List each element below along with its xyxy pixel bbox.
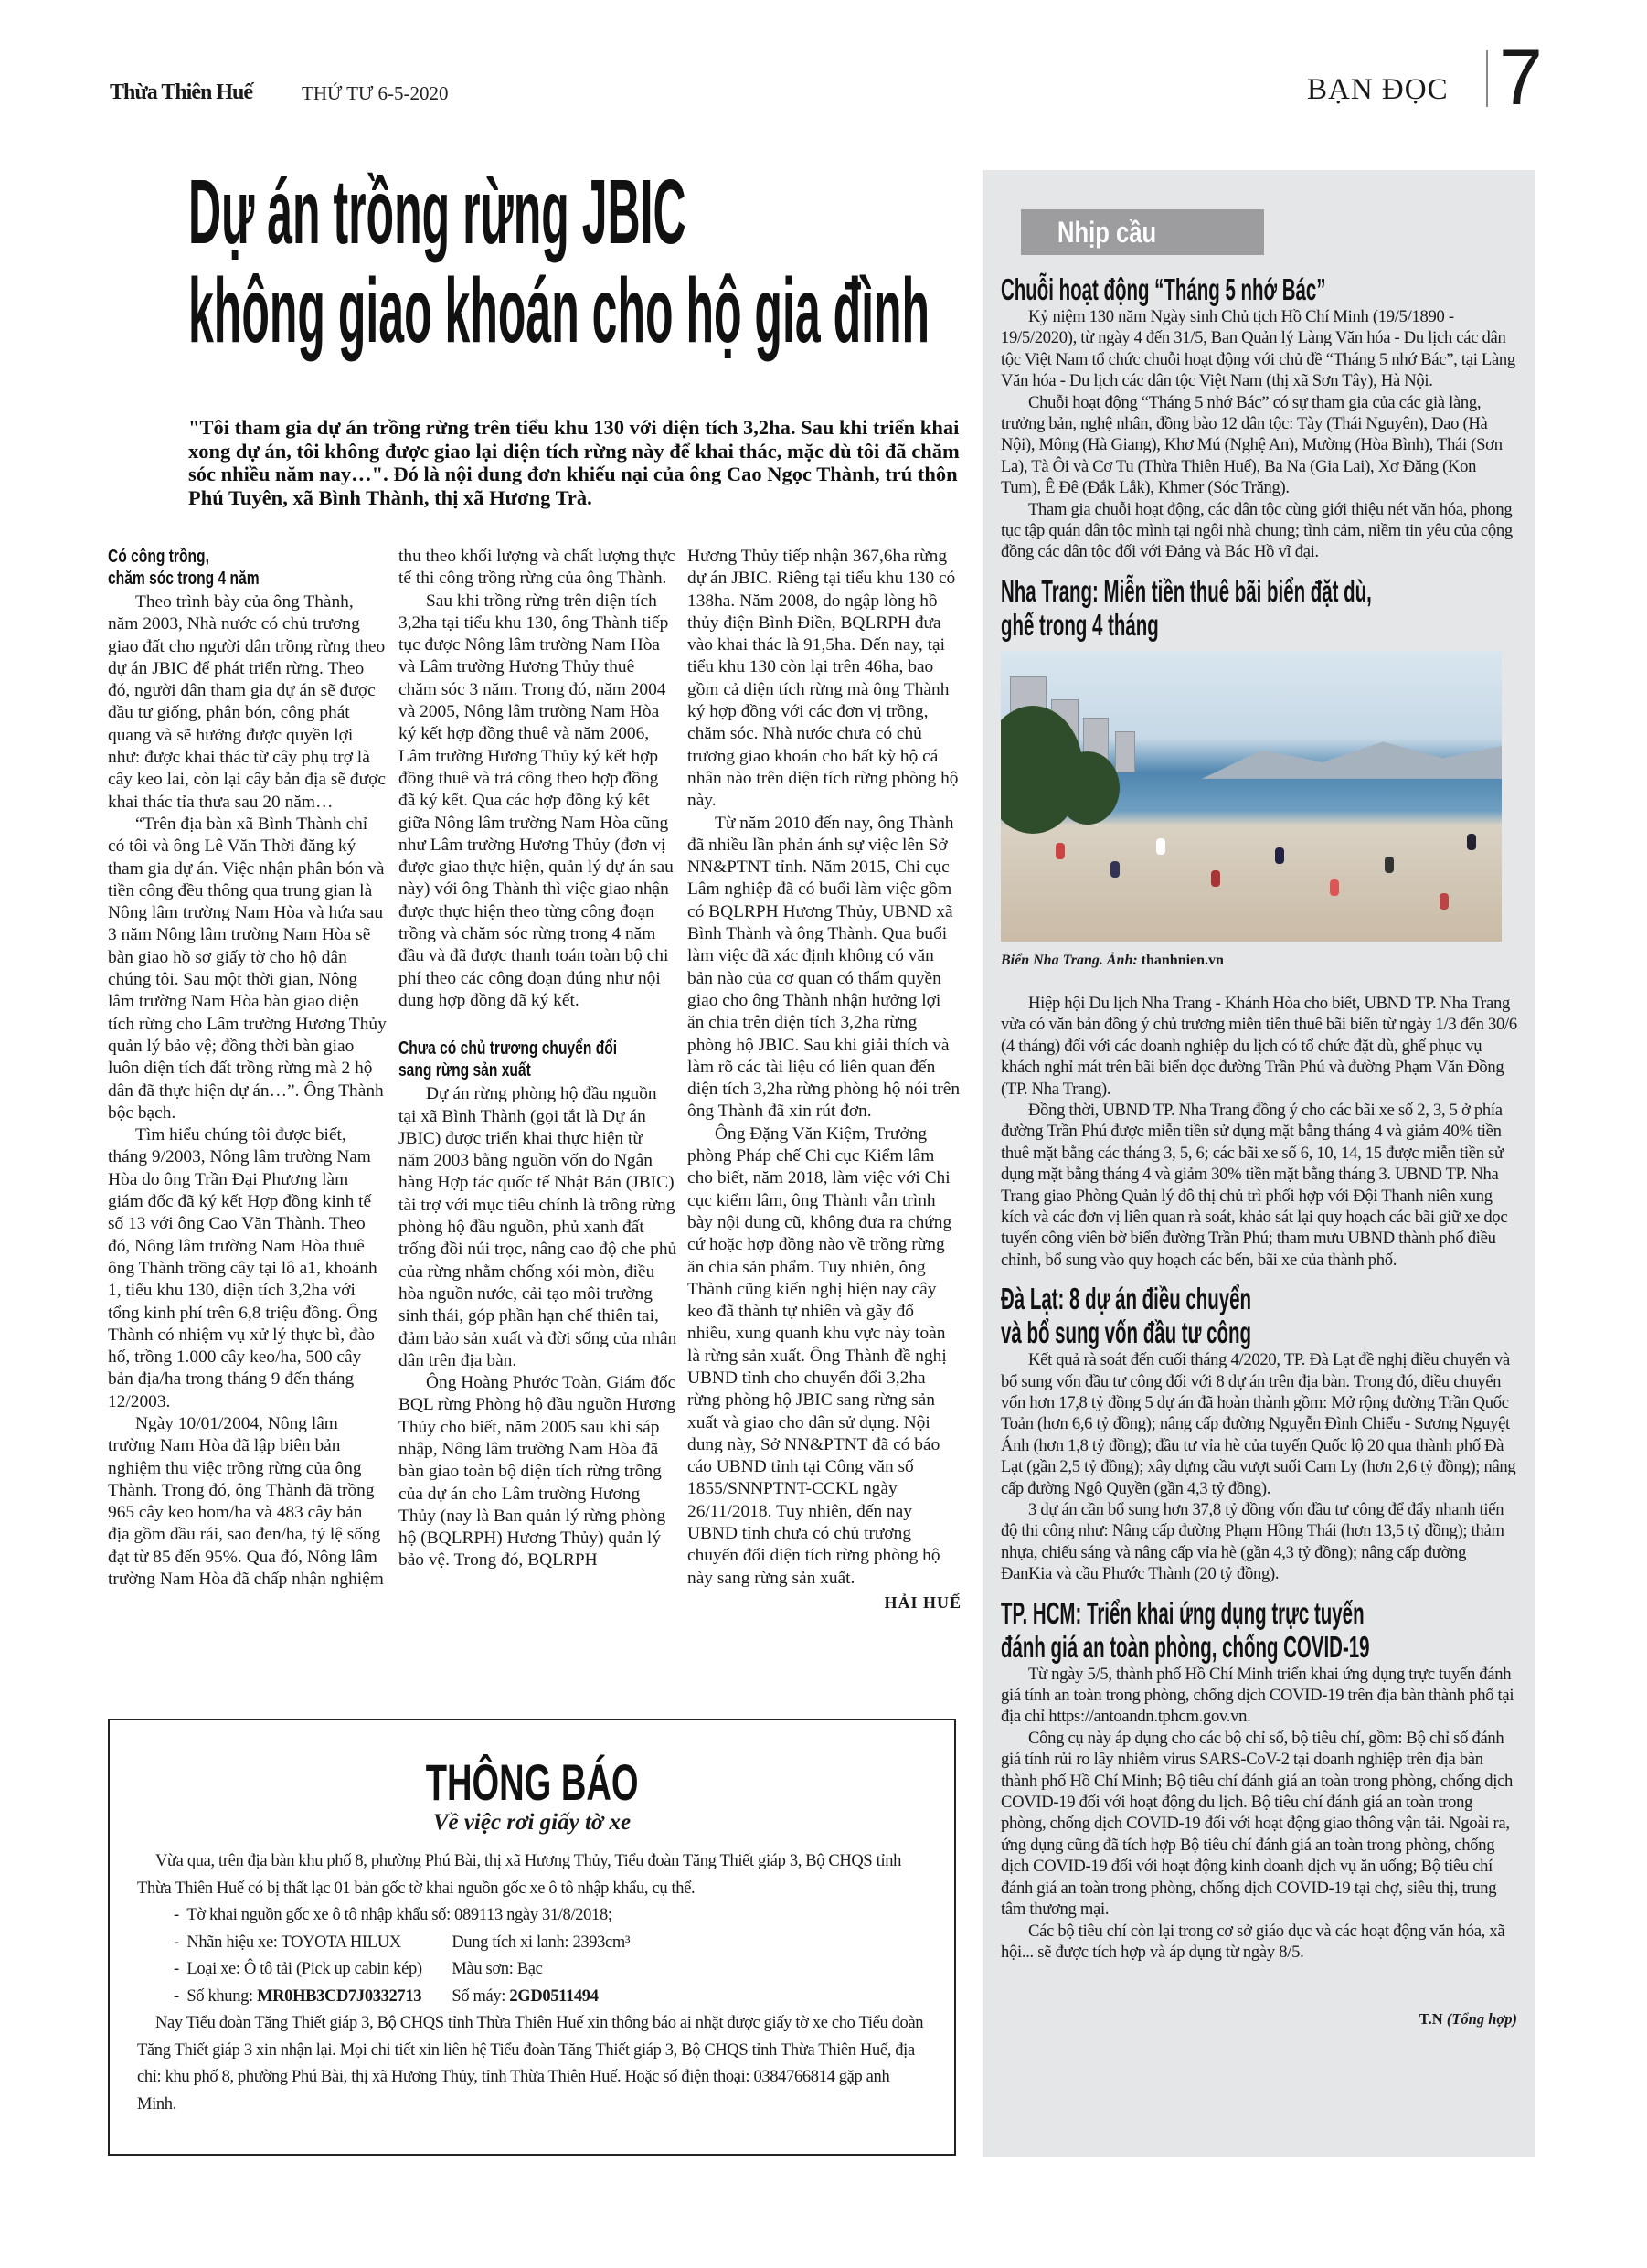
headline-line: Dự án trồng rừng JBIC bbox=[188, 161, 686, 263]
article-column-2 bbox=[398, 546, 677, 1572]
paragraph: Tham gia chuỗi hoạt động, các dân tộc cùng giới thiệu nét văn hóa, phong tục tập quán dân tộc mình tại ngôi nhà chung; tình cảm, niềm tin yêu của cộng đồng các dân tộc đối với Đảng và Bác Hồ vĩ đại. bbox=[1001, 499, 1513, 562]
engine-capacity: Dung tích xi lanh: 2393cm³ bbox=[452, 1933, 631, 1952]
paragraph: thu theo khối lượng và chất lượng thực tế thi công trồng rừng của ông Thành. bbox=[398, 547, 675, 589]
vehicle-brand: Nhãn hiệu xe: TOYOTA HILUX bbox=[186, 1933, 401, 1952]
chassis-number: MR0HB3CD7J0332713 bbox=[257, 1986, 422, 2006]
paragraph: Công cụ này áp dụng cho các bộ chỉ số, bộ tiêu chí, gồm: Bộ chỉ số đánh giá tính rủi ro lây nhiễm virus SARS-CoV-2 tại doanh nghiệp trên địa bàn thành phố Hồ Chí Minh; Bộ tiêu chí đánh giá an toàn trong phòng, chống dịch COVID-19 đối với hoạt động du lịch. Bộ tiêu chí đánh giá an toàn trong phòng, chống dịch COVID-19 đối với hoạt động giao thông vận tải. Ngoài ra, ứng dụng cũng đã tích hợp Bộ tiêu chí đánh giá an toàn trong phòng, chống dịch COVID-19 đối với hoạt động kinh doanh dịch vụ ăn uống; Bộ tiêu chí đánh giá an toàn trong phòng, chống dịch COVID-19 tại chợ, siêu thị, trung tâm thương mại. bbox=[1001, 1728, 1514, 1920]
article-lead: "Tôi tham gia dự án trồng rừng trên tiểu khu 130 với diện tích 3,2ha. Sau khi triển khai xong dự án, tôi không được giao lại diện tích rừng này để khai thác, mặc dù tôi đã chăm sóc nhiều năm nay…". Đó là nội dung đơn khiếu nại của ông Cao Ngọc Thành, trú thôn Phú Tuyên, xã Bình Thành, thị xã Hương Trà. bbox=[188, 416, 960, 509]
header-divider bbox=[1486, 50, 1488, 107]
news-heading bbox=[1001, 272, 1517, 306]
paragraph: Từ ngày 5/5, thành phố Hồ Chí Minh triển khai ứng dụng trực tuyến đánh giá tính an toàn trong phòng, chống dịch COVID-19 trên địa bàn thành phố tại địa chỉ https://antoandn.tphcm.gov.vn. bbox=[1001, 1664, 1514, 1727]
caption-text: Biển Nha Trang. Ảnh: bbox=[1001, 952, 1138, 968]
paragraph: Hương Thủy tiếp nhận 367,6ha rừng dự án JBIC. Riêng tại tiểu khu 130 có 138ha. Năm 2008, do ngập lòng hồ thủy điện Bình Điền, BQLRPH đưa vào khai thác là 91,5ha. Đến nay, tại tiểu khu 130 còn lại trên 46ha, bao gồm cả diện tích rừng mà ông Thành ký hợp đồng với các đơn vị trồng, chăm sóc. Nhà nước chưa có chủ trương giao khoán cho bất kỳ hộ cá nhân nào trên diện tích rừng phòng hộ này. bbox=[687, 547, 959, 811]
subheading-line: Chưa có chủ trương chuyển đổi bbox=[398, 1038, 618, 1059]
notice-closing: Nay Tiểu đoàn Tăng Thiết giáp 3, Bộ CHQS tỉnh Thừa Thiên Huế xin thông báo ai nhặt được giấy tờ xe cho Tiểu đoàn Tăng Thiết giáp 3 xin nhận lại. Mọi chi tiết xin liên hệ Tiểu đoàn Tăng Thiết giáp 3, Bộ CHQS tỉnh Thừa Thiên Huế, địa chỉ: khu phố 8, phường Phú Bài, thị xã Hương Thủy, tỉnh Thừa Thiên Huế. Hoặc số điện thoại: 0384766814 gặp anh Minh. bbox=[137, 2014, 924, 2114]
chassis-label: Số khung: bbox=[186, 1986, 253, 2006]
photo-caption bbox=[1001, 953, 1517, 969]
author-byline: HẢI HUẾ bbox=[884, 1592, 962, 1612]
paragraph: Kỷ niệm 130 năm Ngày sinh Chủ tịch Hồ Chí Minh (19/5/1890 - 19/5/2020), từ ngày 4 đến 31/5, Ban Quản lý Làng Văn hóa - Du lịch các dân tộc Việt Nam tổ chức chuỗi hoạt động với chủ đề “Tháng 5 nhớ Bác”, tại Làng Văn hóa - Du lịch các dân tộc Việt Nam (thị xã Sơn Tây), Hà Nội. bbox=[1001, 307, 1515, 391]
news-heading bbox=[1001, 1596, 1517, 1664]
paragraph: Chuỗi hoạt động “Tháng 5 nhớ Bác” có sự tham gia của các già làng, trưởng bản, nghệ nhân, đồng bào 12 dân tộc: Tày (Thái Nguyên), Dao (Hà Nội), Mông (Hà Giang), Khơ Mú (Nghệ An), Mường (Hòa Bình), Thái (Sơn La), Tà Ôi và Cơ Tu (Thừa Thiên Huế), Ba Na (Gia Lai), Xơ Đăng (Kon Tum), Ê Đê (Đắk Lắk), Khmer (Sóc Trăng). bbox=[1001, 392, 1503, 498]
heading-text: ghế trong 4 tháng bbox=[1001, 607, 1159, 642]
heading-text: Đà Lạt: 8 dự án điều chuyển bbox=[1001, 1282, 1252, 1316]
notice-item: - Tờ khai nguồn gốc xe ô tô nhập khẩu số: 089113 ngày 31/8/2018; bbox=[174, 1906, 612, 1924]
paragraph: Ông Đặng Văn Kiệm, Trưởng phòng Pháp chế Chi cục Kiểm lâm cho biết, năm 2018, làm việc với Chi cục kiểm lâm, ông Thành vẫn trình bày nội dung cũ, không đưa ra chứng cứ hoặc hợp đồng nào về trồng rừng ăn chia sản phẩm. Tuy nhiên, ông Thành cũng kiến nghị hiện nay cây keo đã thành tự nhiên và gãy đổ nhiều, xung quanh khu vực này toàn là rừng sản xuất. Ông Thành đề nghị UBND tỉnh cho chuyển đổi 3,2ha rừng phòng hộ JBIC sang rừng sản xuất và giao cho dân sử dụng. Nội dung này, Sở NN&PTNT đã có báo cáo UBND tỉnh tại Công văn số 1855/SNNPTNT-CCKL ngày 26/11/2018. Tuy nhiên, đến nay UBND tỉnh chưa có chủ trương chuyển đổi diện tích rừng phòng hộ này sang rừng sản xuất. bbox=[687, 1123, 952, 1588]
section-name: BẠN ĐỌC bbox=[1307, 73, 1449, 106]
paragraph: Tìm hiểu chúng tôi được biết, tháng 9/2003, Nông lâm trường Nam Hòa do ông Trần Đại Phương làm giám đốc đã ký kết Hợp đồng kinh tế số 13 với ông Cao Văn Thành. Theo đó, Nông lâm trường Nam Hòa thuê ông Thành trồng cây tại lô a1, khoảnh 1, tiểu khu 130, diện tích 3,2ha với tổng kinh phí trên 6,8 triệu đồng. Ông Thành có nhiệm vụ xử lý thực bì, đào hố, trồng 1.000 cây keo/ha, 500 cây bản địa/ha trong tháng 9 đến tháng 12/2003. bbox=[108, 1125, 377, 1411]
subheading bbox=[108, 546, 387, 590]
paragraph: Theo trình bày của ông Thành, năm 2003, Nhà nước có chủ trương giao đất cho người dân trồng rừng theo dự án JBIC để phát triển rừng. Theo đó, người dân tham gia dự án sẽ được đầu tư giống, phân bón, công phát quang và sẽ hưởng được quyền lợi như: được khai thác từ cây phụ trợ là cây keo lai, còn lại cây bản địa sẽ được khai thác tỉa thưa sau 20 năm… bbox=[108, 592, 386, 812]
news-heading bbox=[1001, 574, 1517, 642]
newspaper-name: Thừa Thiên Huế bbox=[110, 80, 253, 104]
heading-text: Nha Trang: Miễn tiền thuê bãi biển đặt dù, bbox=[1001, 573, 1372, 608]
signature-note: (Tổng hợp) bbox=[1446, 2010, 1517, 2028]
page-number: 7 bbox=[1499, 34, 1543, 122]
notice-title-text: THÔNG BÁO bbox=[425, 1753, 639, 1811]
notice-item: - Số khung: MR0HB3CD7J0332713 Số máy: 2GD0511494 bbox=[174, 1986, 599, 2006]
paragraph: Từ năm 2010 đến nay, ông Thành đã nhiều lần phản ánh sự việc lên Sở NN&PTNT tỉnh. Năm 2015, Chi cục Lâm nghiệp đã có buổi làm việc gồm có BQLRPH Hương Thủy, UBND xã Bình Thành và ông Thành. Qua buổi làm việc đã xác định không có văn bản nào của cơ quan có thẩm quyền giao cho ông Thành nhận hưởng lợi ăn chia trên diện tích 3,2ha rừng phòng hộ JBIC. Sau khi giải thích và làm rõ các tài liệu có liên quan đến diện tích 3,2ha rừng phòng hộ nói trên ông Thành đã xin rút đơn. bbox=[687, 813, 961, 1122]
subheading bbox=[398, 1038, 677, 1081]
issue-date: THỨ TƯ 6-5-2020 bbox=[302, 82, 449, 104]
subheading-line: sang rừng sản xuất bbox=[398, 1060, 531, 1081]
heading-text: đánh giá an toàn phòng, chống COVID-19 bbox=[1001, 1629, 1370, 1664]
article-column-1 bbox=[108, 546, 387, 1591]
paragraph: Sau khi trồng rừng trên diện tích 3,2ha tại tiểu khu 130, ông Thành tiếp tục được Nông lâm trường Nam Hòa và Lâm trường Hương Thủy thuê chăm sóc 3 năm. Trong đó, năm 2004 và 2005, Nông lâm trường Nam Hòa ký kết hợp đồng thuê và năm 2006, Lâm trường Hương Thủy ký kết hợp đồng thuê và trả công theo hợp đồng đã ký kết. Qua các hợp đồng ký kết giữa Nông lâm trường Nam Hòa cũng như Lâm trường Hương Thủy (đơn vị được giao thực hiện, quản lý dự án sau này) với ông Thành thì việc giao nhận được thực hiện theo từng công đoạn trồng và chăm sóc rừng trong 4 năm đầu và đã được thanh toán toàn bộ chi phí theo các công đoạn đúng như nội dung hợp đồng đã ký kết. bbox=[398, 591, 674, 1010]
heading-text: và bổ sung vốn đầu tư công bbox=[1001, 1315, 1251, 1350]
paragraph: Ngày 10/01/2004, Nông lâm trường Nam Hòa đã lập biên bản nghiệm thu việc trồng rừng của ông Thành. Trong đó, ông Thành đã trồng 965 cây keo hom/ha và 483 cây bản địa gồm dầu rái, sao đen/ha, tỷ lệ sống đạt từ 85 đến 95%. Qua đó, Nông lâm trường Nam Hòa đã chấp nhận nghiệm bbox=[108, 1413, 384, 1590]
notice-title bbox=[137, 1753, 927, 1811]
vehicle-type: Loại xe: Ô tô tải (Pick up cabin kép) bbox=[186, 1960, 422, 1978]
caption-source: thanhnien.vn bbox=[1141, 952, 1224, 968]
notice-body bbox=[137, 1848, 927, 2118]
news-heading bbox=[1001, 1282, 1517, 1349]
paragraph: Các bộ tiêu chí còn lại trong cơ sở giáo dục và các hoạt động văn hóa, xã hội... sẽ được tích hợp và áp dụng từ ngày 8/5. bbox=[1001, 1921, 1505, 1962]
notice-subtitle: Về việc rơi giấy tờ xe bbox=[432, 1810, 632, 1835]
signature-text: T.N bbox=[1419, 2010, 1443, 2028]
notice-box bbox=[108, 1719, 956, 2156]
subheading-line: chăm sóc trong 4 năm bbox=[108, 569, 260, 589]
notice-intro: Vừa qua, trên địa bàn khu phố 8, phường Phú Bài, thị xã Hương Thủy, Tiểu đoàn Tăng Thiết giáp 3, Bộ CHQS tỉnh Thừa Thiên Huế có bị thất lạc 01 bản gốc tờ khai nguồn gốc xe ô tô nhập khẩu, cụ thể. bbox=[137, 1852, 902, 1898]
paragraph: Hiệp hội Du lịch Nha Trang - Khánh Hòa cho biết, UBND TP. Nha Trang vừa có văn bản đồng ý chủ trương miễn tiền thuê bãi biển từ ngày 1/3 đến 30/6 (4 tháng) đối với các doanh nghiệp du lịch có tổ chức đặt dù, ghế phục vụ khách nghỉ mát trên bãi biển dọc đường Trần Phú và đường Phạm Văn Đồng (TP. Nha Trang). bbox=[1001, 993, 1517, 1099]
engine-number: 2GD0511494 bbox=[509, 1986, 599, 2006]
paragraph: Dự án rừng phòng hộ đầu nguồn tại xã Bình Thành (gọi tắt là Dự án JBIC) được triển khai thực hiện từ năm 2003 bằng nguồn vốn do Ngân hàng Hợp tác quốc tế Nhật Bản (JBIC) tài trợ với mục tiêu chính là trồng rừng phòng hộ đầu nguồn, phủ xanh đất trống đồi núi trọc, nâng cao độ che phủ của rừng nhằm chống xói mòn, điều hòa nguồn nước, cải tạo môi trường sinh thái, góp phần hạn chế thiên tai, đảm bảo sản xuất và đời sống của nhân dân trên địa bàn. bbox=[398, 1084, 677, 1370]
paragraph: “Trên địa bàn xã Bình Thành chỉ có tôi và ông Lê Văn Thời đăng ký tham gia dự án. Việc nhận phân bón và tiền công đều thông qua trung gian là Nông lâm trường Nam Hòa và hứa sau 3 năm Nông lâm trường Nam Hòa sẽ bàn giao hồ sơ giấy tờ cho hộ dân chúng tôi. Sau một thời gian, Nông lâm trường Nam Hòa bàn giao diện tích rừng cho Lâm trường Hương Thủy quản lý bảo vệ; đồng thời bàn giao luôn diện tích đất trồng rừng mà 2 hộ dân đã thực hiện dự án…”. Ông Thành bộc bạch. bbox=[108, 814, 387, 1123]
headline-line: không giao khoán cho hộ gia đình bbox=[188, 260, 930, 362]
paragraph: 3 dự án cần bổ sung hơn 37,8 tỷ đồng vốn đầu tư công để đẩy nhanh tiến độ thi công như: Nâng cấp đường Phạm Hồng Thái (hơn 13,5 tỷ đồng); thảm nhựa, chiếu sáng và nâng cấp vỉa hè (gần 4,3 tỷ đồng); nâng cấp đường ĐanKia và cầu Phước Thành (20 tỷ đồng). bbox=[1001, 1500, 1504, 1584]
declaration-number: Tờ khai nguồn gốc xe ô tô nhập khẩu số: 089113 ngày 31/8/2018; bbox=[186, 1906, 612, 1924]
vehicle-color: Màu sơn: Bạc bbox=[452, 1960, 543, 1978]
article-column-3 bbox=[687, 546, 962, 1613]
sidebar-signature bbox=[1001, 2010, 1517, 2028]
paragraph: Kết quả rà soát đến cuối tháng 4/2020, TP. Đà Lạt đề nghị điều chuyển và bổ sung vốn đầu tư công đối với 8 dự án trên địa bàn. Trong đó, điều chuyển vốn hơn 17,8 tỷ đồng 5 dự án đã hoàn thành gồm: Mở rộng đường Trần Quốc Toản (hơn 6,6 tỷ đồng); nâng cấp đường Nguyễn Đình Chiểu - Sương Nguyệt Ánh (hơn 1,8 tỷ đồng); đầu tư vỉa hè của tuyến Quốc lộ 20 qua thành phố Đà Lạt (gần 2,5 tỷ đồng); xây dựng cầu vượt suối Cam Ly (hơn 2,6 tỷ đồng); nâng cấp đường Ngô Quyền (gần 4,3 tỷ đồng). bbox=[1001, 1350, 1516, 1498]
notice-item: - Loại xe: Ô tô tải (Pick up cabin kép) Màu sơn: Bạc bbox=[137, 1956, 927, 1984]
tab-text: Nhịp cầu bbox=[1057, 216, 1157, 249]
engine-label: Số máy: bbox=[452, 1986, 506, 2006]
paragraph: Đồng thời, UBND TP. Nha Trang đồng ý cho các bãi xe số 2, 3, 5 ở phía đường Trần Phú được miễn tiền sử dụng mặt bằng tháng 4 và giảm 40% tiền thuê mặt bằng các tháng 3, 5, 6; các bãi xe số 6, 10, 14, 15 được miễn tiền sử dụng mặt bằng tháng 4 và giảm 30% tiền mặt bằng tháng 3. UBND TP. Nha Trang giao Phòng Quản lý đô thị chủ trì phối hợp với Đội Thanh niên xung kích và các đơn vị liên quan rà soát, khảo sát lại quy hoạch các bãi giữ xe dọc tuyến công viên bờ biển đường Trần Phú; tham mưu UBND thành phố điều chỉnh, bổ sung vào quy hoạch các bến, bãi xe của thành phố. bbox=[1001, 1100, 1508, 1270]
notice-item: - Nhãn hiệu xe: TOYOTA HILUX Dung tích xi lanh: 2393cm³ bbox=[137, 1930, 927, 1957]
paragraph: Ông Hoàng Phước Toàn, Giám đốc BQL rừng Phòng hộ đầu nguồn Hương Thủy cho biết, năm 2005 sau khi sáp nhập, Nông lâm trường Nam Hòa đã bàn giao toàn bộ diện tích rừng trồng của dự án cho Lâm trường Hương Thủy (nay là Ban quản lý rừng phòng hộ (BQLRPH) Hương Thủy) quản lý bảo vệ. Trong đó, BQLRPH bbox=[398, 1373, 676, 1571]
heading-text: TP. HCM: Triển khai ứng dụng trực tuyến bbox=[1001, 1595, 1365, 1630]
sidebar-tab-label bbox=[1021, 209, 1264, 255]
beach-photo bbox=[1001, 651, 1502, 942]
sidebar-nhip-cau bbox=[983, 170, 1535, 2157]
heading-text: Chuỗi hoạt động “Tháng 5 nhớ Bác” bbox=[1001, 272, 1326, 306]
subheading-line: Có công trồng, bbox=[108, 547, 209, 567]
